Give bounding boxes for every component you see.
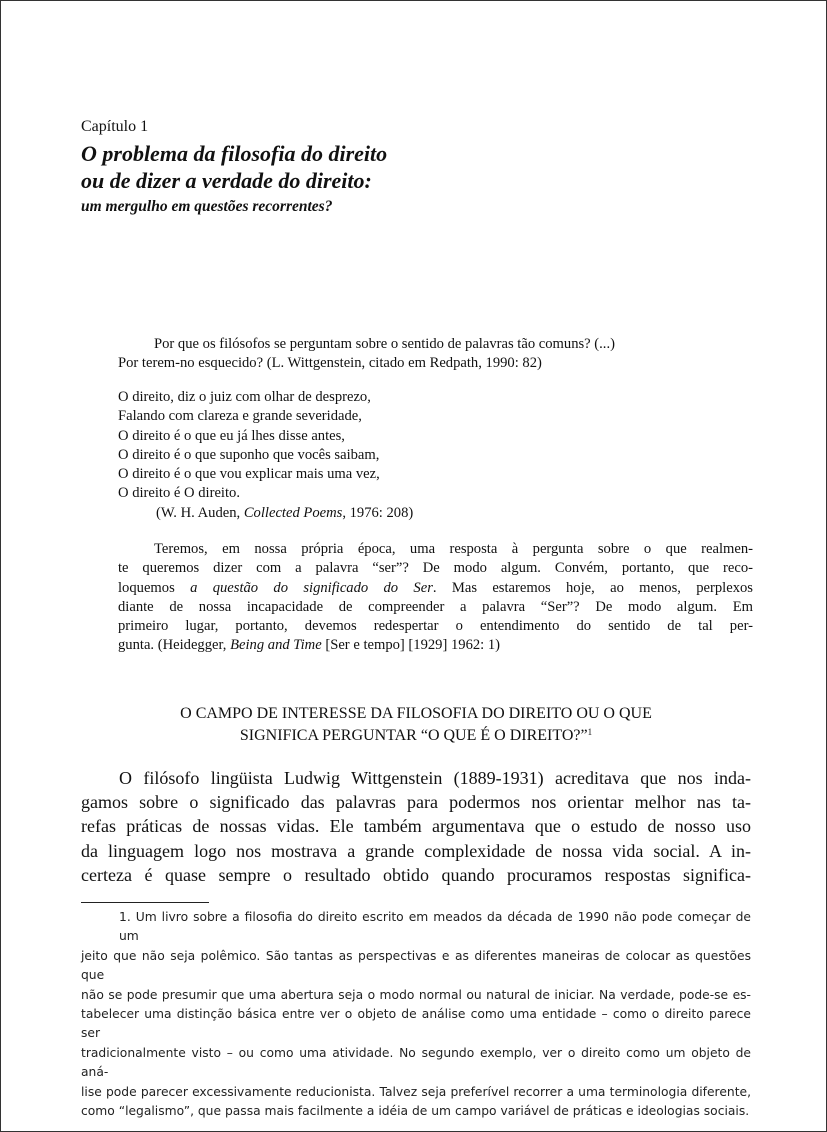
- poem-line: O direito é o que suponho que vocês saibam,: [118, 446, 380, 463]
- body-line: O filósofo lingüista Ludwig Wittgenstein (1889-1931) acreditava que nos inda-: [119, 768, 751, 788]
- epigraph-line: Por que os filósofos se perguntam sobre o sentido de palavras tão comuns? (...): [154, 336, 615, 352]
- epigraph-auden: [118, 388, 753, 523]
- footnote-line: 1. Um livro sobre a filosofia do direito escrito em meados da década de 1990 não pode começar de um: [119, 910, 751, 944]
- footnote-line: lise pode parecer excessivamente reducionista. Talvez seja preferível recorrer a uma terminologia diferente,: [81, 1084, 751, 1099]
- chapter-label: Capítulo 1: [81, 118, 149, 135]
- poem-line: O direito é o que vou explicar mais uma vez,: [118, 466, 380, 483]
- epigraph-line: diante de nossa incapacidade de compreender a palavra “Ser”? De modo algum. Em: [118, 598, 753, 615]
- chapter-title-line: ou de dizer a verdade do direito:: [81, 168, 372, 193]
- section-heading-line: O CAMPO DE INTERESSE DA FILOSOFIA DO DIREITO OU O QUE: [180, 705, 652, 722]
- chapter-subtitle: um mergulho em questões recorrentes?: [81, 198, 333, 215]
- poem-line: O direito é o que eu já lhes disse antes,: [118, 427, 345, 444]
- chapter-title-line: O problema da filosofia do direito: [81, 141, 388, 166]
- body-line: certeza é quase sempre o resultado obtido quando procuramos respostas significa-: [81, 864, 751, 885]
- epigraph-line: gunta. (Heidegger, Being and Time [Ser e tempo] [1929] 1962: 1): [118, 637, 501, 654]
- poem-line: O direito é O direito.: [118, 485, 240, 502]
- section-heading-line: SIGNIFICA PERGUNTAR “O QUE É O DIREITO?”$^1$: [239, 727, 593, 744]
- epigraph-line: primeiro lugar, portanto, devemos redespertar o entendimento do sentido de tal per-: [118, 618, 753, 635]
- footnote-line: tradicionalmente visto – ou como uma atividade. No segundo exemplo, ver o direito como um objeto de aná-: [81, 1045, 751, 1080]
- poem-line: Falando com clareza e grande severidade,: [118, 408, 362, 425]
- body-line: refas práticas de nossas vidas. Ele também argumentava que o estudo de nosso uso: [81, 816, 751, 837]
- footnote-reference[interactable]: 1: [587, 727, 593, 737]
- epigraph-line: loquemos a questão do significado do Ser. Mas estaremos hoje, ao menos, perplexos: [118, 579, 753, 596]
- footnote-divider: [81, 902, 209, 903]
- epigraph-line: Teremos, em nossa própria época, uma resposta à pergunta sobre o que realmen-: [154, 541, 753, 557]
- section-heading: [81, 704, 751, 745]
- poem-line: O direito, diz o juiz com olhar de desprezo,: [118, 389, 371, 405]
- epigraph-heidegger: [118, 540, 753, 656]
- chapter-title: [81, 140, 641, 194]
- body-line: da linguagem logo nos mostrava a grande complexidade de nossa vida social. A in-: [81, 840, 751, 861]
- footnote-line: tabelecer uma distinção básica entre ver o objeto de análise como uma entidade – como o direito parece ser: [81, 1007, 751, 1041]
- footnote: [81, 908, 751, 1121]
- body-line: gamos sobre o significado das palavras para podermos nos orientar melhor nas ta-: [81, 792, 751, 813]
- footnote-line: como “legalismo”, que passa mais facilmente a idéia de um campo variável de práticas e ideologias sociais.: [81, 1104, 750, 1119]
- body-paragraph: [81, 766, 751, 887]
- epigraph-citation: (W. H. Auden, Collected Poems, 1976: 208): [156, 504, 414, 521]
- epigraph-line: te queremos dizer com a palavra “ser”? De modo algum. Convém, portanto, que reco-: [118, 560, 753, 577]
- epigraph-wittgenstein: [118, 335, 753, 374]
- footnote-line: jeito que não seja polêmico. São tantas as perspectivas e as diferentes maneiras de colocar as questões que: [81, 948, 751, 983]
- footnote-line: não se pode presumir que uma abertura seja o modo normal ou natural de iniciar. Na verdade, pode-se es-: [81, 987, 751, 1002]
- epigraph-line: Por terem-no esquecido? (L. Wittgenstein, citado em Redpath, 1990: 82): [118, 355, 542, 372]
